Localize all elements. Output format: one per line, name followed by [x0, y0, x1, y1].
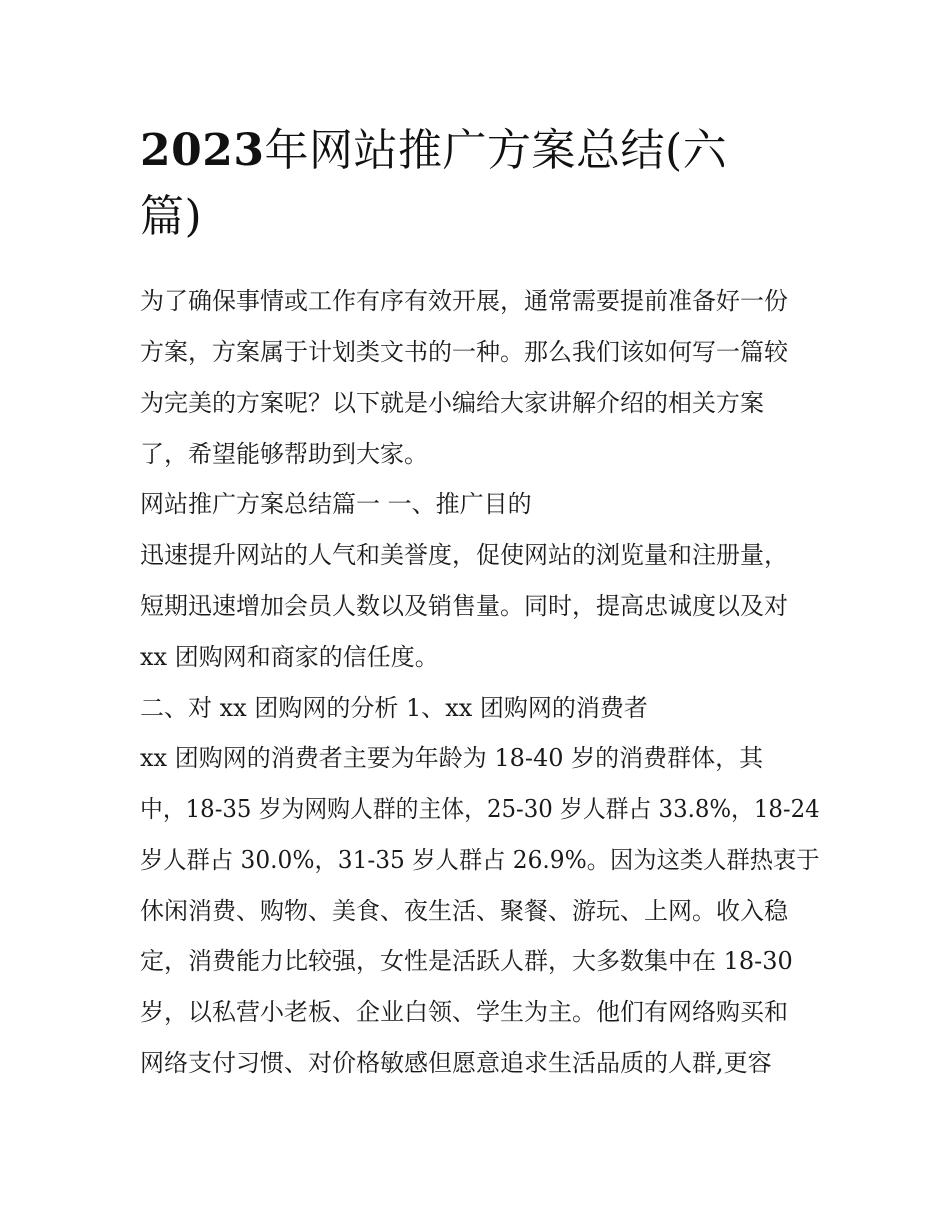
body-line: 迅速提升网站的人气和美誉度，促使网站的浏览量和注册量，	[140, 541, 788, 569]
body-line: xx 团购网的消费者主要为年龄为 18-40 岁的消费群体，其	[140, 744, 764, 772]
body-line: 为完美的方案呢？以下就是小编给大家讲解介绍的相关方案	[140, 389, 764, 417]
body-line: 为了确保事情或工作有序有效开展，通常需要提前准备好一份	[140, 287, 788, 315]
section-heading: 二、对 xx 团购网的分析 1、xx 团购网的消费者	[140, 694, 648, 722]
body-line: 岁人群占 30.0%，31-35 岁人群占 26.9%。因为这类人群热衷于	[140, 846, 820, 874]
body-line: 网络支付习惯、对价格敏感但愿意追求生活品质的人群,更容	[140, 1049, 772, 1077]
body-line: 了，希望能够帮助到大家。	[140, 440, 428, 468]
document-title	[140, 118, 820, 250]
body-line: xx 团购网和商家的信任度。	[140, 643, 439, 671]
title-text: 年网站推广方案总结(六	[264, 125, 728, 176]
body-line: 岁，以私营小老板、企业白领、学生为主。他们有网络购买和	[140, 998, 788, 1026]
title-year: 2023	[140, 125, 265, 176]
body-line: 中，18-35 岁为网购人群的主体，25-30 岁人群占 33.8%，18-24	[140, 795, 820, 823]
title-text-line2: 篇)	[140, 191, 203, 242]
body-line: 定，消费能力比较强，女性是活跃人群，大多数集中在 18-30	[140, 947, 793, 975]
body-line: 短期迅速增加会员人数以及销售量。同时，提高忠诚度以及对	[140, 592, 788, 620]
body-line: 方案，方案属于计划类文书的一种。那么我们该如何写一篇较	[140, 338, 788, 366]
section-heading: 网站推广方案总结篇一 一、推广目的	[140, 490, 532, 518]
body-line: 休闲消费、购物、美食、夜生活、聚餐、游玩、上网。收入稳	[140, 897, 788, 925]
